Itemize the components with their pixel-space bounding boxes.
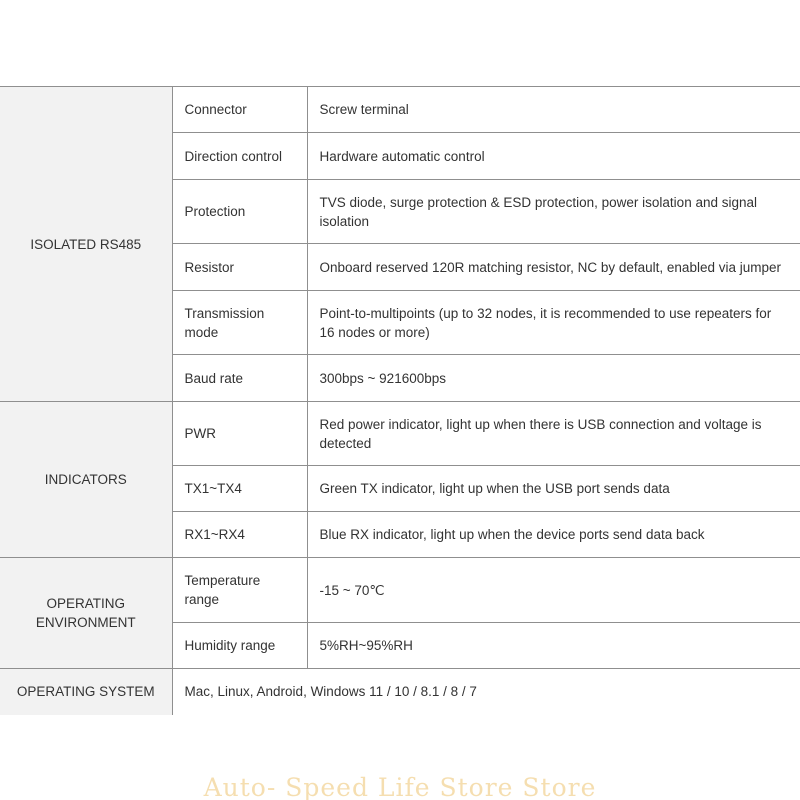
table-row — [0, 87, 800, 133]
param-label: Temperature range — [172, 558, 307, 623]
param-value: Onboard reserved 120R matching resistor, NC by default, enabled via jumper — [307, 244, 800, 291]
table-row — [0, 669, 800, 715]
group-label-operating-system: OPERATING SYSTEM — [0, 669, 172, 715]
param-value: -15 ~ 70℃ — [307, 558, 800, 623]
param-value: TVS diode, surge protection & ESD protection, power isolation and signal isolation — [307, 180, 800, 244]
group-label-operating-environment: OPERATING ENVIRONMENT — [0, 558, 172, 669]
spec-table — [0, 86, 800, 715]
param-value: Red power indicator, light up when there is USB connection and voltage is detected — [307, 402, 800, 466]
param-label: Baud rate — [172, 355, 307, 402]
param-value: 5%RH~95%RH — [307, 623, 800, 669]
param-label: Resistor — [172, 244, 307, 291]
table-row — [0, 402, 800, 466]
param-label: Humidity range — [172, 623, 307, 669]
param-label: Connector — [172, 87, 307, 133]
group-label-indicators: INDICATORS — [0, 402, 172, 558]
param-label: Protection — [172, 180, 307, 244]
param-label: PWR — [172, 402, 307, 466]
param-value: Point-to-multipoints (up to 32 nodes, it is recommended to use repeaters for 16 nodes or more) — [307, 291, 800, 355]
param-value: 300bps ~ 921600bps — [307, 355, 800, 402]
table-row — [0, 558, 800, 623]
os-value: Mac, Linux, Android, Windows 11 / 10 / 8.1 / 8 / 7 — [184, 684, 477, 700]
param-label: TX1~TX4 — [172, 466, 307, 512]
store-watermark: Auto- Speed Life Store Store — [203, 773, 597, 800]
param-value: Green TX indicator, light up when the USB port sends data — [307, 466, 800, 512]
group-label-isolated-rs485: ISOLATED RS485 — [0, 87, 172, 402]
param-label: Direction control — [172, 133, 307, 180]
param-value: Hardware automatic control — [307, 133, 800, 180]
param-value: Blue RX indicator, light up when the device ports send data back — [307, 512, 800, 558]
param-label: RX1~RX4 — [172, 512, 307, 558]
param-value: Screw terminal — [307, 87, 800, 133]
param-label: Transmission mode — [172, 291, 307, 355]
